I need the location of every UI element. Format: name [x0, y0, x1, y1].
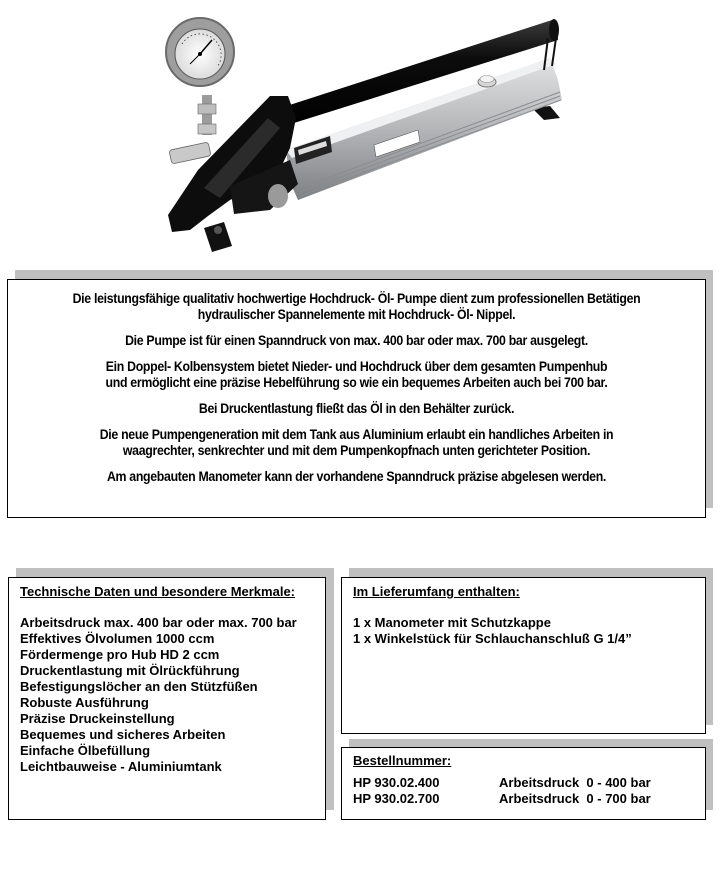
description-text [8, 290, 705, 494]
description-paragraph [8, 426, 705, 458]
description-box [7, 279, 706, 518]
tech-spec-item: Druckentlastung mit Ölrückführung [20, 663, 240, 678]
order-code: HP 930.02.700 [353, 791, 440, 806]
description-paragraph [8, 332, 705, 348]
tech-specs-list [20, 615, 297, 775]
description-line: Ein Doppel- Kolbensystem bietet Nieder- und Hochdruck über dem gesamten Pumpenhub [105, 358, 608, 374]
description-paragraph [8, 400, 705, 416]
description-line: waagrechter, senkrechter und mit dem Pumpenkopfnach unten gerichteter Position. [122, 442, 591, 458]
tech-spec-item: Einfache Ölbefüllung [20, 743, 151, 758]
delivery-scope-title: Im Lieferumfang enthalten: [353, 584, 520, 599]
order-row [353, 775, 651, 791]
description-line: Die leistungsfähige qualitativ hochwertige Hochdruck- Öl- Pumpe dient zum professionellen Betätigen [72, 290, 641, 306]
tech-spec-item: Bequemes und sicheres Arbeiten [20, 727, 226, 742]
description-line: hydraulischer Spannelemente mit Hochdruck- Öl- Nippel. [197, 306, 516, 322]
delivery-scope-item: 1 x Manometer mit Schutzkappe [353, 615, 551, 630]
description-line: Am angebauten Manometer kann der vorhandene Spanndruck präzise abgelesen werden. [106, 468, 607, 484]
delivery-scope-list [353, 615, 632, 647]
order-number-box [341, 747, 706, 820]
tech-spec-item: Robuste Ausführung [20, 695, 149, 710]
order-code: HP 930.02.400 [353, 775, 440, 790]
delivery-scope-item: 1 x Winkelstück für Schlauchanschluß G 1/4” [353, 631, 632, 646]
description-line: Die neue Pumpengeneration mit dem Tank aus Aluminium erlaubt ein handliches Arbeiten in [99, 426, 614, 442]
tech-specs-box [8, 577, 326, 820]
delivery-scope-box [341, 577, 706, 734]
tech-specs-title: Technische Daten und besondere Merkmale: [20, 584, 295, 599]
order-row [353, 791, 651, 807]
tech-spec-item: Präzise Druckeinstellung [20, 711, 175, 726]
order-number-title: Bestellnummer: [353, 753, 452, 768]
tech-spec-item: Arbeitsdruck max. 400 bar oder max. 700 bar [20, 615, 297, 630]
description-line: Die Pumpe ist für einen Spanndruck von max. 400 bar oder max. 700 bar ausgelegt. [125, 332, 588, 348]
tech-spec-item: Fördermenge pro Hub HD 2 ccm [20, 647, 220, 662]
pump-photo-icon [160, 0, 580, 260]
description-line: und ermöglicht eine präzise Hebelführung so wie ein bequemes Arbeiten auch bei 700 bar. [105, 374, 608, 390]
description-paragraph [8, 358, 705, 390]
description-paragraph [8, 468, 705, 484]
tech-spec-item: Effektives Ölvolumen 1000 ccm [20, 631, 215, 646]
tech-spec-item: Befestigungslöcher an den Stützfüßen [20, 679, 258, 694]
order-description: Arbeitsdruck 0 - 700 bar [499, 791, 651, 806]
description-line: Bei Druckentlastung fließt das Öl in den Behälter zurück. [198, 400, 515, 416]
order-description: Arbeitsdruck 0 - 400 bar [499, 775, 651, 790]
tech-spec-item: Leichtbauweise - Aluminiumtank [20, 759, 222, 774]
product-photo [160, 0, 580, 260]
description-paragraph [8, 290, 705, 322]
